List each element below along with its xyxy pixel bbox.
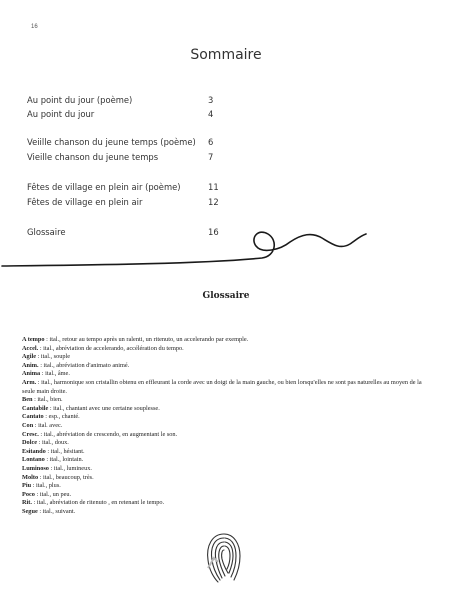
glossary-entry (22, 353, 422, 362)
glossary-term: Segue (22, 507, 38, 515)
toc-entry-label: Fêtes de village en plein air (27, 197, 143, 207)
glossary-entry (22, 474, 422, 483)
page-title (0, 47, 452, 63)
glossary-term: Poco (22, 490, 35, 498)
glossary-term: Con (22, 421, 34, 429)
glossary-term: Anim. (22, 361, 39, 369)
glossary-definition: : esp., chanté. (43, 413, 80, 421)
glossary-entry (22, 362, 422, 371)
glossary-definition: : ital., lointain. (44, 456, 84, 464)
toc-entry[interactable] (27, 137, 287, 149)
glossary-term: Accel. (22, 344, 39, 352)
glossary-term: Agile (22, 353, 36, 361)
glossary-entry (22, 508, 422, 517)
glossary-definition: : ital., harmonique son cristallin obtenu en effleurant la corde avec un doigt de la main gauche, ou bien lorsqu'elles ne sont pas naturelles au moyen de la seule main droite. (22, 378, 422, 395)
glossary-term: Lontano (22, 456, 45, 464)
glossary-definition: : ital., doux. (37, 439, 69, 447)
glossary-definition: : ital., abréviation de crescendo, en augmentant le son. (38, 430, 178, 438)
glossary-entry (22, 413, 422, 422)
toc-entry-page: 12 (208, 197, 219, 207)
toc-entry-label: Au point du jour (poème) (27, 95, 133, 105)
fingerprint-image (204, 528, 244, 584)
glossary-term: Cantabile (22, 404, 49, 412)
glossary-term: Piu (22, 482, 32, 490)
glossary-definition: : ital., lumineux. (48, 464, 92, 472)
glossary-entry (22, 379, 422, 396)
toc-entry[interactable] (27, 109, 287, 121)
glossary-definition: : ital., souple (36, 353, 71, 361)
glossary-term: Cresc. (22, 430, 39, 438)
glossary-entry (22, 465, 422, 474)
glossary-definition: : ital., beaucoup, très. (38, 473, 94, 481)
glossary-entry (22, 396, 422, 405)
glossary-definition: : ital., chantant avec une certaine souplesse. (48, 404, 160, 412)
glossary-definition: : ital., bien. (32, 396, 63, 404)
swirl-line-ornament (0, 210, 452, 270)
glossary-term: Molto (22, 473, 39, 481)
toc-entry-page: 4 (208, 109, 214, 119)
glossary-entry (22, 345, 422, 354)
glossary-entry (22, 448, 422, 457)
glossary-definition: : ital., abréviation de ritenuto , en retenant le tempo. (31, 499, 165, 507)
glossary-entry (22, 431, 422, 440)
toc-entry-label: Fêtes de village en plein air (poème) (27, 182, 181, 192)
toc-entry-label: Glossaire (27, 227, 66, 237)
glossary-term: A tempo (22, 336, 45, 343)
glossary-definition: : ital., âme. (40, 370, 70, 378)
glossary-entry (22, 336, 422, 345)
page-title-text: Sommaire (190, 47, 262, 63)
glossary-definition: : ital., abréviation de accelerando, accélération du tempo. (38, 344, 184, 352)
toc-entry-page: 3 (208, 95, 214, 105)
glossary-term: Ben (22, 396, 33, 404)
toc-entry[interactable] (27, 152, 287, 164)
glossary-term: Luminoso (22, 464, 49, 472)
glossary-title: Glossaire (202, 291, 250, 301)
toc-entry-label: Au point du jour (27, 109, 95, 119)
toc-entry-page: 6 (208, 137, 214, 147)
glossary-entry (22, 370, 422, 379)
toc-entry-label: Veiille chanson du jeune temps (poème) (27, 137, 196, 147)
glossary-list (22, 336, 422, 516)
glossary-definition: : ital., retour au tempo après un ralenti, un ritenuto, un accelerando par exemple. (44, 336, 249, 343)
toc-entry[interactable] (27, 197, 287, 209)
glossary-entry (22, 439, 422, 448)
toc-entry[interactable] (27, 95, 287, 107)
glossary-term: Esitando (22, 447, 46, 455)
glossary-entry (22, 499, 422, 508)
toc-entry-label: Vieille chanson du jeune temps (27, 152, 159, 162)
glossary-definition: : ital., plus. (31, 482, 61, 490)
glossary-term: Dolce (22, 439, 38, 447)
glossary-term: Anima (22, 370, 41, 378)
glossary-entry (22, 491, 422, 500)
glossary-term: Rit. (22, 499, 32, 507)
glossary-definition: : ital. avec. (33, 421, 63, 429)
glossary-definition: : ital., suivant. (37, 507, 76, 515)
page-number: 16 (31, 24, 38, 30)
glossary-definition: : ital., abréviation d'animato animé. (38, 361, 130, 369)
glossary-entry (22, 482, 422, 491)
toc-entry[interactable] (27, 182, 287, 194)
toc-entry-page: 11 (208, 182, 219, 192)
glossary-entry (22, 405, 422, 414)
glossary-definition: : ital., un peu. (34, 490, 72, 498)
toc-entry-page: 7 (208, 152, 214, 162)
toc-entry-page: 16 (208, 227, 219, 237)
glossary-entry (22, 422, 422, 431)
glossary-entry (22, 456, 422, 465)
glossary-definition: : ital., hésitant. (45, 447, 85, 455)
glossary-term: Arm. (22, 378, 37, 386)
glossary-term: Cantato (22, 413, 44, 421)
